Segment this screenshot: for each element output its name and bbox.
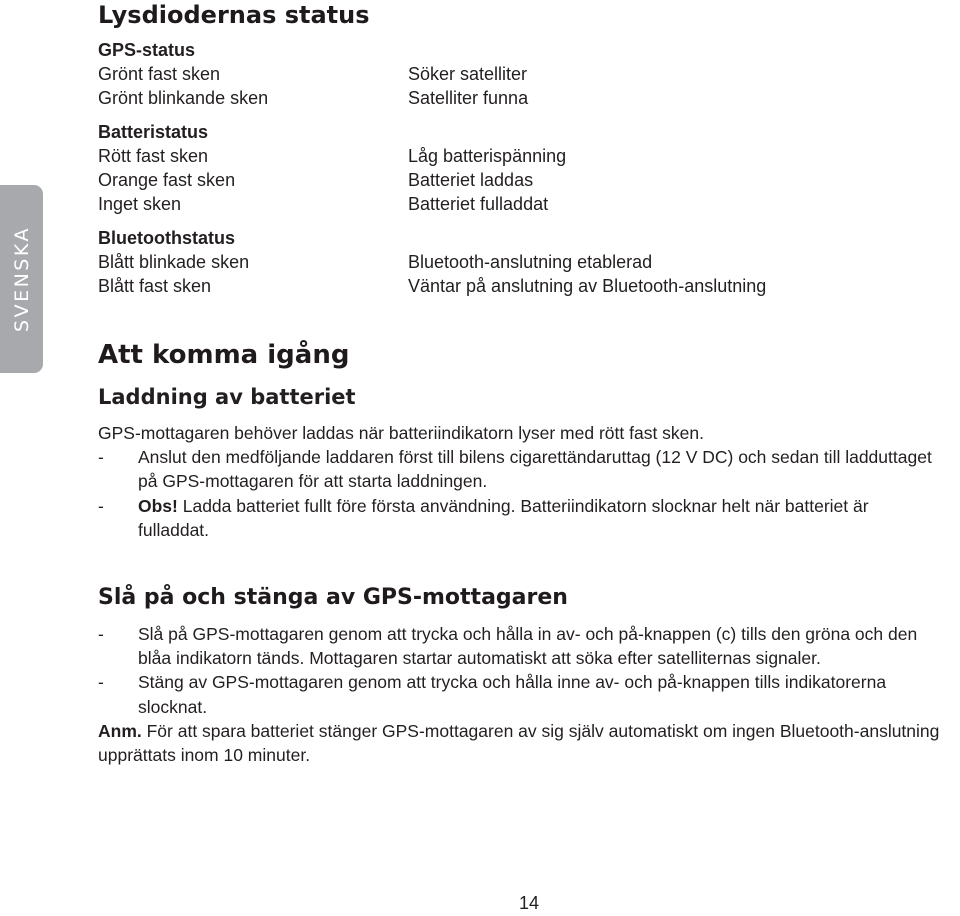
list-dash: - [98,447,104,468]
led-status-heading: Lysdiodernas status [98,1,370,29]
led-status-table [98,38,938,308]
list-item [98,622,943,670]
power-note [98,719,943,767]
language-tab [0,185,43,373]
status-row [98,274,938,298]
status-row [98,144,938,168]
led-state: Grönt fast sken [98,64,221,84]
led-state: Grönt blinkande sken [98,88,269,108]
led-meaning: Väntar på anslutning av Bluetooth-anslutning [408,276,767,296]
power-note-text: För att spara batteriet stänger GPS-mottagaren av sig själv automatiskt om ingen Bluetooth-anslutning upprättats inom 10 minuter. [98,720,940,766]
led-state: Blått fast sken [98,276,212,296]
led-state: Orange fast sken [98,170,236,190]
charging-section [98,421,943,542]
status-row [98,168,938,192]
note-label: Anm. [98,720,142,741]
led-meaning: Batteriet fulladdat [408,194,549,214]
led-meaning: Bluetooth-anslutning etablerad [408,252,653,272]
led-state: Blått blinkade sken [98,252,250,272]
list-item [98,445,943,493]
led-meaning: Batteriet laddas [408,170,534,190]
status-row [98,250,938,274]
led-state: Inget sken [98,194,182,214]
list-dash: - [98,672,104,693]
led-meaning: Satelliter funna [408,88,529,108]
charging-note: Ladda batteriet fullt före första användning. Batteriindikatorn slocknar helt när batteriet är fulladdat. [138,495,869,540]
list-item [98,494,943,542]
battery-status-group [98,120,938,216]
charging-heading: Laddning av batteriet [98,385,356,409]
power-on-step: Slå på GPS-mottagaren genom att trycka och hålla in av- och på-knappen (c) tills den gröna och den blåa indikatorn tänds. Mottagaren startar automatiskt att söka efter satelliternas signaler. [138,624,918,669]
bluetooth-status-group [98,226,938,298]
led-meaning: Söker satelliter [408,64,528,84]
language-tab-label: SVENSKA [10,226,33,332]
power-heading: Slå på och stänga av GPS-mottagaren [98,585,568,610]
group-title: Batteristatus [98,122,209,142]
status-row [98,192,938,216]
gps-status-group [98,38,938,110]
group-title: Bluetoothstatus [98,228,235,248]
note-label: Obs! [138,495,178,516]
list-item [98,670,943,718]
charging-intro: GPS-mottagaren behöver laddas när batteriindikatorn lyser med rött fast sken. [98,423,704,443]
led-state: Rött fast sken [98,146,209,166]
status-row [98,86,938,110]
led-meaning: Låg batterispänning [408,146,567,166]
charging-step: Anslut den medföljande laddaren först till bilens cigarettändaruttag (12 V DC) och sedan till ladduttaget på GPS-mottagaren för att starta laddningen. [138,447,932,492]
group-title: GPS-status [98,40,196,60]
power-section [98,622,943,767]
list-dash: - [98,624,104,644]
power-off-step: Stäng av GPS-mottagaren genom att trycka och hålla inne av- och på-knappen tills indikatorerna slocknat. [138,672,887,717]
getting-started-heading: Att komma igång [98,340,350,370]
status-row [98,62,938,86]
page-number: 14 [518,893,540,913]
list-dash: - [98,495,104,516]
